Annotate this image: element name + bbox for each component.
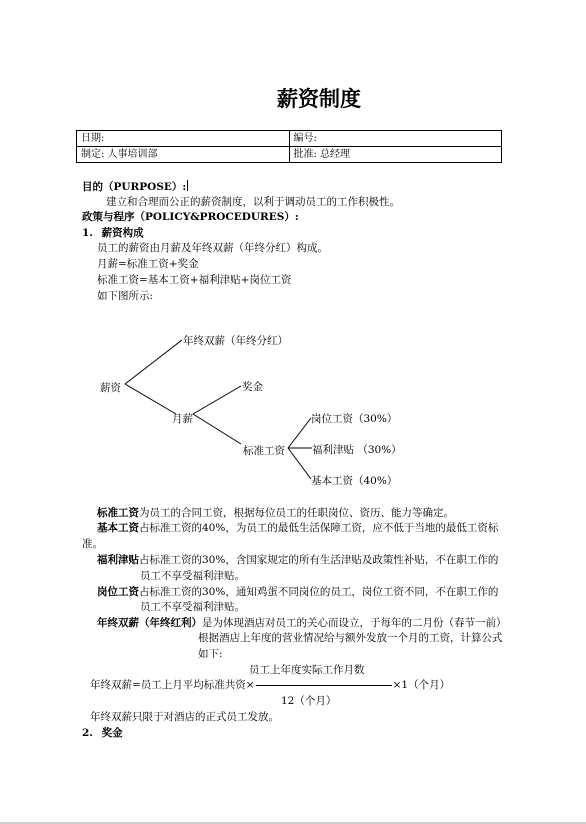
definition-welfare-term: 福利津贴: [97, 554, 139, 566]
author-cell: 制定: 人事培训部: [77, 147, 290, 163]
edge-standard-to-position: [288, 418, 311, 448]
number-cell: 编号:: [289, 131, 502, 147]
definition-year-end: [97, 618, 507, 629]
tree-node-monthly: 月薪: [172, 413, 193, 425]
definition-standard-term: 标准工资: [97, 507, 139, 519]
definition-basic-continued: 准。: [82, 538, 103, 550]
tree-node-root: 薪资: [100, 382, 121, 394]
section-1-title: 薪资构成: [101, 227, 144, 239]
definition-year-end-term: 年终双薪（年终红利）: [97, 617, 202, 629]
edge-monthly-to-standard: [193, 414, 241, 444]
definition-year-end-line-2: 根据酒店上年度的营业情况给与额外发放一个月的工资，计算公式: [198, 632, 503, 644]
formula-numerator: 员工上年度实际工作月数: [249, 664, 365, 676]
definition-position-text: 占标准工资的30%，通知鸡蛋不同岗位的员工，岗位工资不同，不在职工作的: [139, 586, 499, 598]
definition-year-end-text: 是为体现酒店对员工的关心而设立，于每年的二月份（春节一前）: [202, 617, 507, 629]
definition-position-term: 岗位工资: [97, 586, 139, 598]
formula-line: [90, 680, 450, 691]
edge-monthly-to-bonus: [193, 386, 241, 414]
composition-line-3: 标准工资=基本工资+福利津贴+岗位工资: [97, 274, 292, 286]
purpose-heading-text: 目的（PURPOSE）:: [82, 181, 187, 193]
document-title: 薪资制度: [277, 86, 361, 111]
formula-right: ×1（个月）: [392, 679, 451, 691]
tree-node-bonus: 奖金: [242, 381, 263, 393]
policy-heading: 政策与程序（POLICY&PROCEDURES）:: [82, 211, 299, 223]
year-end-note: 年终双薪只限于对酒店的正式员工发放。: [90, 711, 279, 723]
definition-standard-text: 为员工的合同工资，根据每位员工的任职岗位、资历、能力等确定。: [139, 507, 454, 519]
definition-basic: [97, 523, 498, 534]
definition-basic-term: 基本工资: [97, 522, 139, 534]
tree-node-year-end: 年终双薪（年终分红）: [183, 335, 288, 347]
edge-root-to-monthly: [125, 384, 176, 414]
section-2-heading: [82, 728, 123, 739]
definition-welfare-text: 占标准工资的30%，含国家规定的所有生活津贴及政策性补贴，不在职工作的: [139, 554, 499, 566]
definition-position-continued: 员工不享受福利津贴。: [140, 601, 245, 613]
formula-left: 年终双薪=员工上月平均标准共资×: [90, 679, 255, 691]
purpose-text: 建立和合理而公正的薪资制度，以利于调动员工的工作积极性。: [106, 196, 400, 208]
date-cell: 日期:: [77, 131, 290, 147]
section-2-number: 2.: [82, 727, 93, 739]
definition-standard: [97, 508, 454, 519]
tree-node-welfare: 福利津贴 （30%）: [312, 444, 402, 456]
edge-root-to-yearend: [125, 340, 182, 384]
definition-basic-text: 占标准工资的40%，为员工的最低生活保障工资，应不低于当地的最低工资标: [139, 522, 499, 534]
composition-line-4: 如下图所示:: [97, 290, 154, 302]
edge-standard-to-basic: [288, 448, 311, 479]
tree-node-standard: 标准工资: [243, 445, 285, 457]
tree-node-position: 岗位工资（30%）: [311, 413, 398, 425]
definition-welfare: [97, 555, 498, 566]
formula-denominator: 12（个月）: [281, 695, 337, 707]
definition-welfare-continued: 员工不享受福利津贴。: [140, 570, 245, 582]
composition-line-1: 员工的薪资由月薪及年终双薪（年终分红）构成。: [97, 242, 328, 254]
section-1-number: 1.: [82, 227, 93, 239]
composition-line-2: 月薪=标准工资+奖金: [97, 258, 199, 270]
definition-position: [97, 587, 498, 598]
tree-node-basic: 基本工资（40%）: [311, 475, 398, 487]
fraction-bar: [256, 685, 392, 686]
definition-year-end-line-3: 如下:: [198, 648, 223, 660]
section-2-title: 奖金: [101, 727, 123, 739]
approver-cell: 批准: 总经理: [289, 147, 502, 163]
